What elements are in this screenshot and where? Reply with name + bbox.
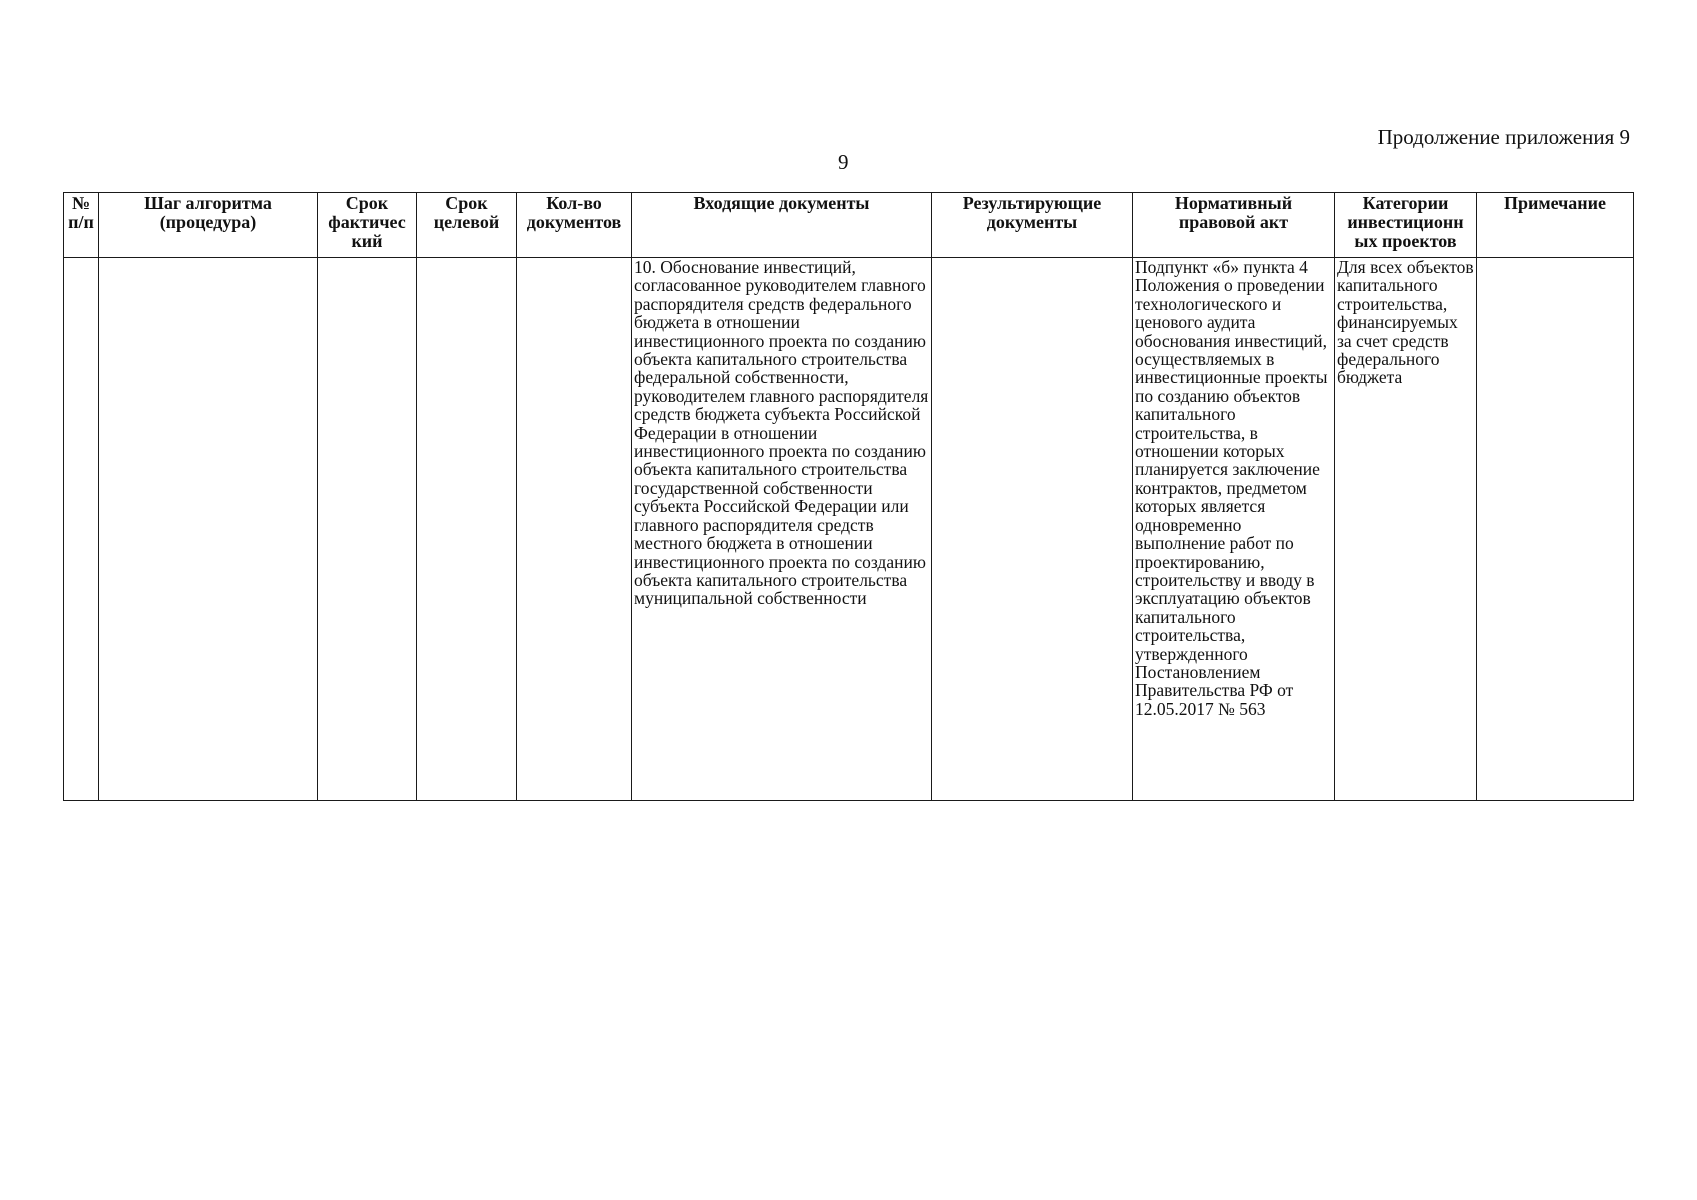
column-header-incoming-documents: Входящие документы — [632, 193, 932, 258]
column-header-legal-act: Нормативный правовой акт — [1133, 193, 1335, 258]
column-header-project-categories: Категории инвестиционн ых проектов — [1335, 193, 1477, 258]
column-header-actual-term: Срок фактичес кий — [318, 193, 417, 258]
column-header-step: Шаг алгоритма (процедура) — [99, 193, 318, 258]
column-header-resulting-documents: Результирующие документы — [932, 193, 1133, 258]
appendix-continuation-label: Продолжение приложения 9 — [1377, 125, 1630, 149]
column-header-target-term: Срок целевой — [417, 193, 517, 258]
cell-actual-term — [318, 258, 417, 801]
column-header-note: Примечание — [1477, 193, 1634, 258]
cell-legal-act: Подпункт «б» пункта 4 Положения о проведении технологического и ценового аудита обоснования инвестиций, осуществляемых в инвестиционные проекты по созданию объектов капитального строительства, в отношении которых планируется заключение контрактов, предметом которых является одновременно выполнение работ по проектированию, строительству и вводу в эксплуатацию объектов капитального строительства, утвержденного Постановлением Правительства РФ от 12.05.2017 № 563 — [1133, 258, 1335, 801]
cell-project-categories: Для всех объектов капитального строительства, финансируемых за счет средств федерального бюджета — [1335, 258, 1477, 801]
cell-target-term — [417, 258, 517, 801]
cell-number — [64, 258, 99, 801]
column-header-number: № п/п — [64, 193, 99, 258]
page-number: 9 — [838, 150, 849, 174]
algorithm-table — [63, 192, 1634, 801]
cell-doc-count — [517, 258, 632, 801]
cell-incoming-documents: 10. Обоснование инвестиций, согласованное руководителем главного распорядителя средств федерального бюджета в отношении инвестиционного проекта по созданию объекта капитального строительства федеральной собственности, руководителем главного распорядителя средств бюджета субъекта Российской Федерации в отношении инвестиционного проекта по созданию объекта капитального строительства государственной собственности субъекта Российской Федерации или главного распорядителя средств местного бюджета в отношении инвестиционного проекта по созданию объекта капитального строительства муниципальной собственности — [632, 258, 932, 801]
cell-note — [1477, 258, 1634, 801]
cell-resulting-documents — [932, 258, 1133, 801]
table-header-row — [64, 193, 1634, 258]
column-header-doc-count: Кол-во документов — [517, 193, 632, 258]
cell-step — [99, 258, 318, 801]
table-row — [64, 258, 1634, 801]
